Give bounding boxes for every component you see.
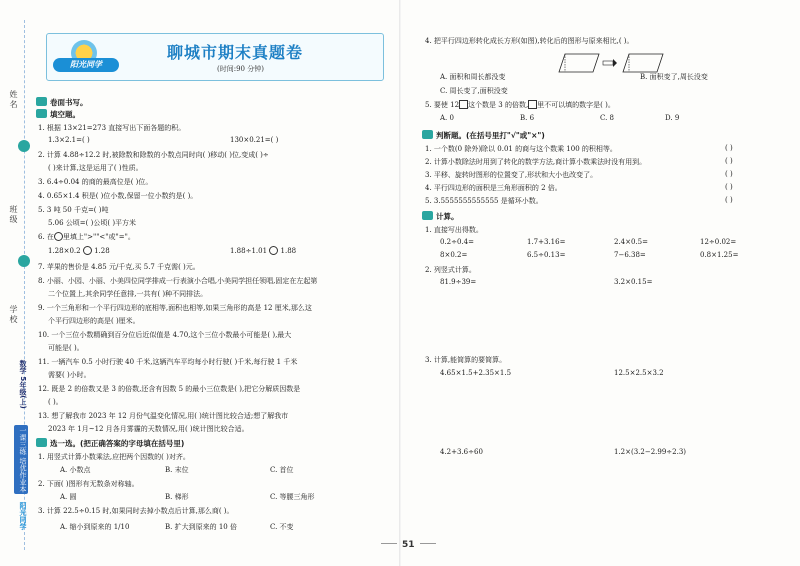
section-true-false: 判断题。(在括号里打"√"或"×") bbox=[422, 130, 545, 141]
calc-2-item-a: 81.9÷39= bbox=[440, 278, 477, 286]
judge-3: 3. 平移、旋转时图形的位置变了,形状和大小也改变了。 bbox=[425, 171, 598, 179]
compare-circle-icon bbox=[269, 246, 278, 255]
calc-3-title: 3. 计算,能简算的要简算。 bbox=[425, 356, 507, 364]
page-fold bbox=[399, 0, 401, 566]
question-8-line1: 8. 小丽、小园、小丽、小美四位同学排成一行表演小合唱,小美同学担任领唱,固定在左起第 bbox=[38, 277, 318, 285]
question-3: 3. 6.4÷0.04 的商的最高位是( )位。 bbox=[38, 178, 153, 186]
school-field-label: 学校 bbox=[9, 305, 18, 325]
question-2-line2: ( )来计算,这是运用了( )性质。 bbox=[48, 164, 143, 172]
section-badge-icon bbox=[36, 97, 47, 106]
section-fill-blank: 填空题。 bbox=[36, 109, 80, 120]
exam-header bbox=[46, 33, 384, 81]
question-12-line2: ( )。 bbox=[48, 398, 63, 406]
calc-1-item: 0.2÷0.4= bbox=[440, 238, 474, 246]
question-12-line1: 12. 既是 2 的倍数又是 3 的倍数,还含有因数 5 的最小三位数是( ),把它分解质因数是 bbox=[38, 385, 301, 393]
digit-box-icon bbox=[459, 100, 468, 109]
page-number: 51 bbox=[376, 540, 441, 550]
question-1b: 130×0.21=( ) bbox=[230, 136, 279, 144]
page-title: 聊城市期末真题卷 bbox=[167, 43, 304, 62]
calc-1-item: 8×0.2= bbox=[440, 251, 468, 259]
question-9-line1: 9. 一个三角形和一个平行四边形的底相等,面积也相等,如果三角形的高是 12 厘米,那么这 bbox=[38, 304, 312, 312]
question-11-line2: 需要( )小时。 bbox=[48, 371, 91, 379]
choice-2-option-b: B. 梯形 bbox=[165, 493, 189, 501]
judge-1: 1. 一个数(0 除外)除以 0.01 的商与这个数乘 100 的积相等。 bbox=[425, 145, 617, 153]
calc-1-item: 1.7+3.16= bbox=[527, 238, 566, 246]
calc-3-item-d: 1.2×(3.2−2.99÷2.3) bbox=[614, 448, 687, 456]
choice-4-option-a: A. 面积和周长都没变 bbox=[440, 73, 506, 81]
class-field-label: 班级 bbox=[9, 205, 18, 225]
question-10-line2: 可能是( )。 bbox=[48, 344, 84, 352]
choice-3-option-a: A. 缩小到原来的 1/10 bbox=[60, 523, 130, 531]
judge-5-answer: ( ) bbox=[725, 196, 733, 204]
calc-1-item: 0.8×1.25= bbox=[700, 251, 739, 259]
calc-3-item-a: 4.65×1.5+2.35×1.5 bbox=[440, 369, 512, 377]
choice-5-option-b: B. 6 bbox=[520, 114, 535, 122]
question-9-line2: 个平行四边形的高是( )厘米。 bbox=[48, 317, 140, 325]
section-badge-icon bbox=[36, 109, 47, 118]
choice-1-option-a: A. 小数点 bbox=[60, 466, 91, 474]
judge-2: 2. 计算小数除法时用到了转化的数学方法,商计算小数乘法时没有用到。 bbox=[425, 158, 647, 166]
question-6: 6. 在 里填上">""<"或"="。 bbox=[38, 233, 135, 241]
judge-3-answer: ( ) bbox=[725, 170, 733, 178]
judge-4: 4. 平行四边形的面积是三角形面积的 2 倍。 bbox=[425, 184, 562, 192]
question-5a: 5. 3 吨 50 千克=( )吨 bbox=[38, 206, 109, 214]
judge-2-answer: ( ) bbox=[725, 157, 733, 165]
calc-1-item: 12÷0.02= bbox=[700, 238, 737, 246]
choice-1-option-c: C. 首位 bbox=[270, 466, 294, 474]
series-label: 一课三练 培优作业本 bbox=[14, 425, 28, 494]
calc-1-item: 2.4×0.5= bbox=[614, 238, 648, 246]
question-13-line2: 2023 年 1月~12 月各月雾霾的天数情况,用( )统计图比较合适。 bbox=[48, 425, 249, 433]
calc-1-title: 1. 直接写出得数。 bbox=[425, 226, 483, 234]
calc-2-item-b: 3.2×0.15= bbox=[614, 278, 653, 286]
choice-2-option-a: A. 圆 bbox=[60, 493, 77, 501]
question-6-row2: 1.88÷1.01 1.88 bbox=[230, 247, 297, 255]
brand-logo-text: 阳光同学 bbox=[53, 58, 119, 72]
section-handwriting: 卷面书写。 bbox=[36, 97, 88, 108]
calc-3-item-c: 4.2+3.6÷60 bbox=[440, 448, 483, 456]
question-10-line1: 10. 一个三位小数精确到百分位后近似值是 4.70,这个三位小数最小可能是( ),最大 bbox=[38, 331, 292, 339]
section-badge-icon bbox=[422, 130, 433, 139]
question-6-row1: 1.28×0.2 1.28 bbox=[48, 247, 110, 255]
choice-4-option-c: C. 周长变了,面积没变 bbox=[440, 87, 508, 95]
choice-5-option-a: A. 0 bbox=[440, 114, 454, 122]
brand-label: 阳光同学 bbox=[19, 502, 27, 530]
question-13-line1: 13. 想了解我市 2023 年 12 月份气温变化情况,用( )统计图比较合适;想了解我市 bbox=[38, 412, 289, 420]
question-2-line1: 2. 计算 4.88÷12.2 时,被除数和除数的小数点同时向( )移动( )位,变成( )÷ bbox=[38, 151, 269, 159]
question-8-line2: 二个位置上,其余同学任意排,一共有( )种不同排法。 bbox=[48, 290, 208, 298]
section-choice: 选一选。(把正确答案的字母填在括号里) bbox=[36, 438, 184, 449]
choice-3-option-b: B. 扩大到原来的 10 倍 bbox=[165, 523, 237, 531]
calc-2-title: 2. 列竖式计算。 bbox=[425, 266, 476, 274]
choice-1-option-b: B. 末位 bbox=[165, 466, 189, 474]
question-1a: 1.3×2.1=( ) bbox=[48, 136, 90, 144]
choice-2-option-c: C. 等腰三角形 bbox=[270, 493, 315, 501]
choice-3: 3. 计算 22.5÷0.15 时,如果同时去掉小数点后计算,那么商( )。 bbox=[38, 507, 234, 515]
question-11-line1: 11. 一辆汽车 0.5 小时行驶 40 千米,这辆汽车平均每小时行驶( )千米,每行驶 1 千米 bbox=[38, 358, 298, 366]
calc-1-item: 7−6.38= bbox=[614, 251, 646, 259]
brand-logo bbox=[53, 40, 119, 74]
question-7: 7. 苹果的售价是 4.85 元/千克,买 5.7 千克需( )元。 bbox=[38, 263, 200, 271]
question-4: 4. 0.65×1.4 积是( )位小数,保留一位小数约是( )。 bbox=[38, 192, 198, 200]
judge-1-answer: ( ) bbox=[725, 144, 733, 152]
name-field-label: 姓名 bbox=[9, 90, 18, 110]
question-1: 1. 根据 13×21=273 直接写出下面各题的积。 bbox=[38, 124, 186, 132]
section-calculation: 计算。 bbox=[422, 211, 459, 222]
section-badge-icon bbox=[422, 211, 433, 220]
binding-hole bbox=[18, 140, 30, 152]
question-5b: 5.06 公顷=( )公顷( )平方米 bbox=[48, 219, 137, 227]
choice-2: 2. 下面( )图形有无数条对称轴。 bbox=[38, 480, 139, 488]
compare-circle-icon bbox=[83, 246, 92, 255]
judge-5: 5. 3.5555555555555 是循环小数。 bbox=[425, 197, 543, 205]
binding-hole bbox=[18, 255, 30, 267]
calc-3-item-b: 12.5×2.5×3.2 bbox=[614, 369, 664, 377]
choice-5: 5. 要使 12 这个数是 3 的倍数, 里不可以填的数字是( )。 bbox=[425, 101, 615, 109]
grade-label: 数学 5年级(上) bbox=[19, 360, 27, 409]
choice-4-option-b: B. 面积变了,周长没变 bbox=[640, 73, 708, 81]
choice-4: 4. 把平行四边形转化成长方形(如图),转化后的图形与原来相比,( )。 bbox=[425, 37, 634, 45]
choice-3-option-c: C. 不变 bbox=[270, 523, 294, 531]
choice-5-option-c: C. 8 bbox=[600, 114, 615, 122]
parallelogram-figure bbox=[551, 52, 671, 74]
choice-1: 1. 用竖式计算小数乘法,应把两个因数的( )对齐。 bbox=[38, 453, 190, 461]
digit-box-icon bbox=[528, 100, 537, 109]
binding-strip bbox=[6, 20, 36, 550]
exam-duration: (时间:90 分钟) bbox=[217, 65, 264, 73]
calc-1-item: 6.5÷0.13= bbox=[527, 251, 566, 259]
choice-5-option-d: D. 9 bbox=[665, 114, 680, 122]
judge-4-answer: ( ) bbox=[725, 183, 733, 191]
section-badge-icon bbox=[36, 438, 47, 447]
compare-circle-icon bbox=[54, 232, 63, 241]
